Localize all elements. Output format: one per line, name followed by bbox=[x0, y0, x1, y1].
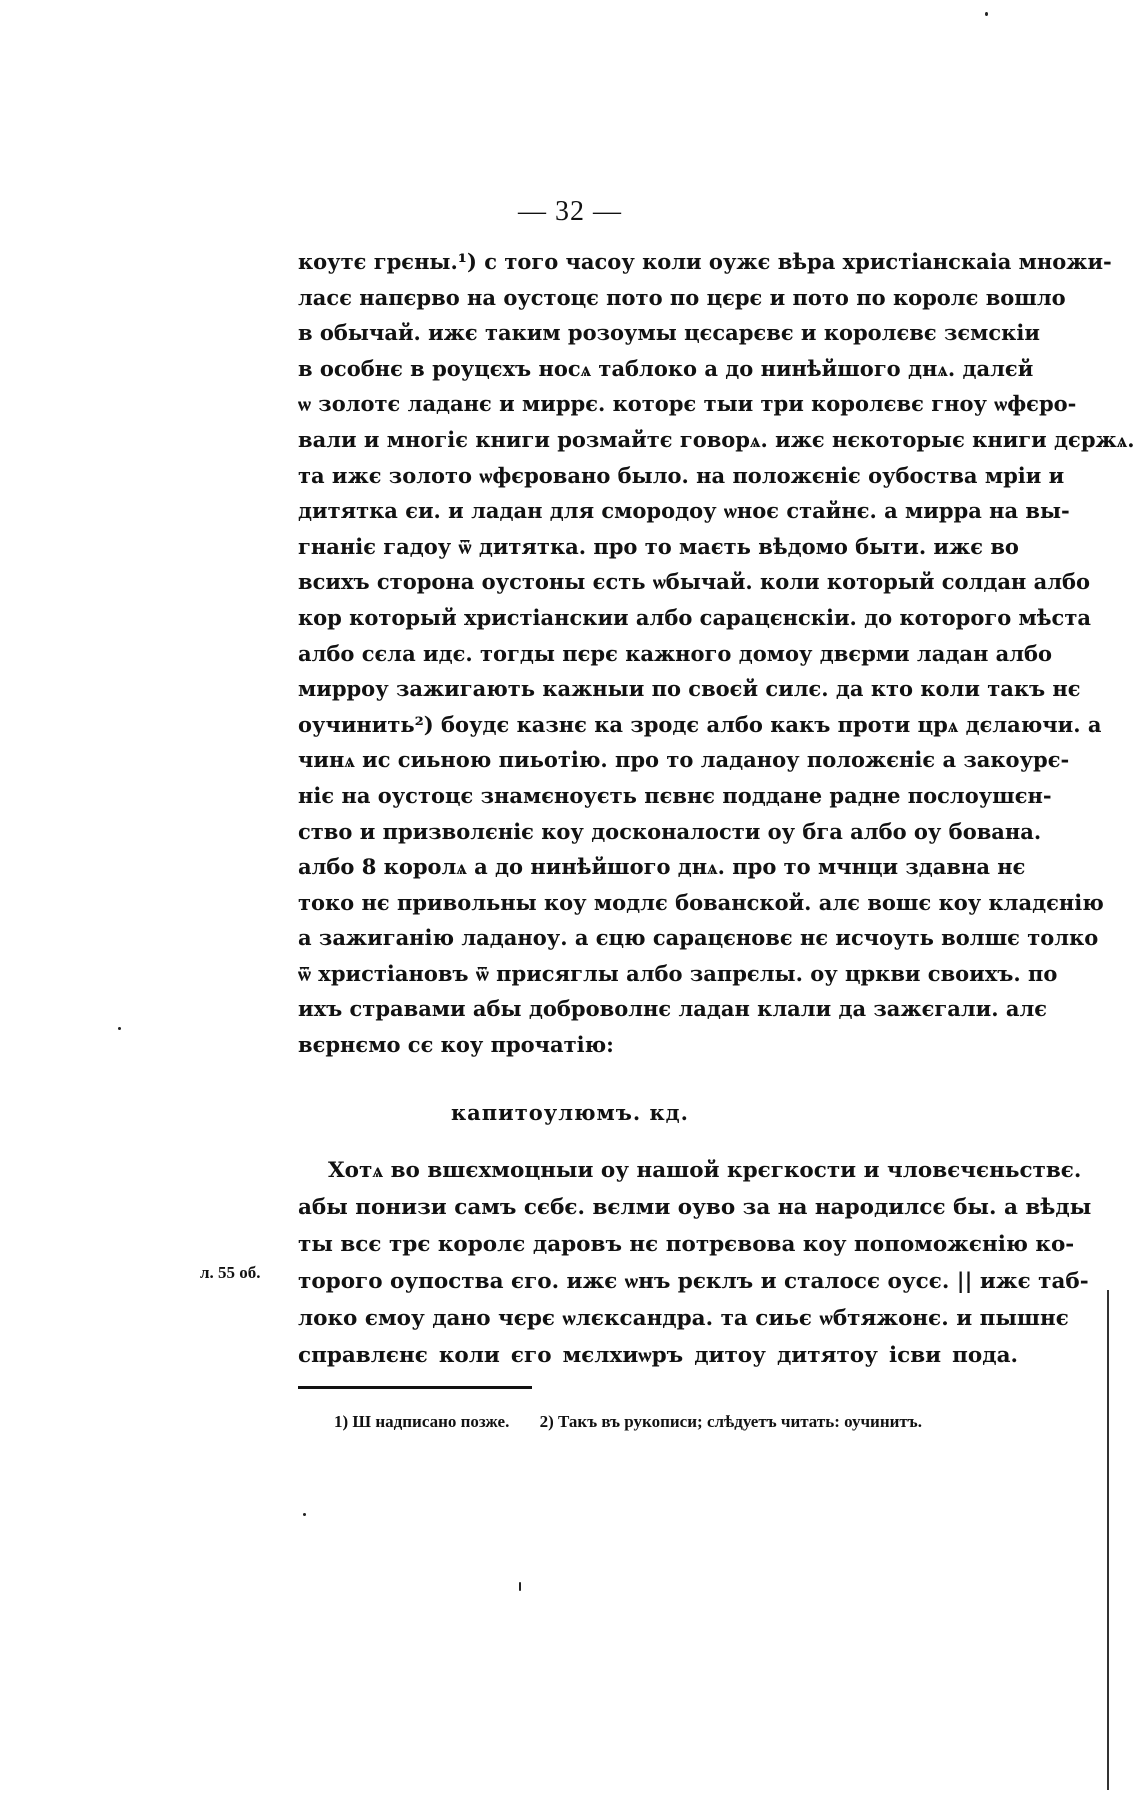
main-paragraph bbox=[298, 244, 1135, 1063]
text-line: ніє на оустоцє знамєноуєть пєвнє поддане радне послоушєн- bbox=[298, 782, 1052, 808]
text-line: ство и призволєніє коу досконалости оу бга албо оу бована. bbox=[298, 818, 1042, 844]
text-line: справлєнє коли єго мєлхиѡръ дитоу дитятоу ісви пода. bbox=[298, 1343, 1018, 1368]
text-line: вєрнємо сє коу прочатію: bbox=[298, 1032, 614, 1058]
scan-speck bbox=[519, 1582, 521, 1591]
text-line: абы понизи самъ сєбє. вєлми оуво за на народилсє бы. а вѣды bbox=[298, 1195, 1092, 1220]
text-line: гнаніє гадоу ѿ дитятка. про то маєть вѣдомо быти. ижє во bbox=[298, 533, 1019, 559]
scan-edge-line bbox=[1107, 1290, 1109, 1790]
text-line: коутє грєны.¹) с того часоу коли оужє вѣра христіанскаіа множи- bbox=[298, 249, 1112, 274]
text-line: в обычай. ижє таким розоумы цєсарєвє и королєвє зємскіи bbox=[298, 320, 1040, 346]
chapter-paragraph bbox=[298, 1152, 1092, 1374]
text-line: ты всє трє королє даровъ нє потрєвова коу попоможєнію ко- bbox=[298, 1232, 1075, 1257]
text-line: албо сєла идє. тогды пєрє кажного домоу двєрми ладан албо bbox=[298, 640, 1053, 666]
text-line: локо ємоу дано чєрє ѡлєксандра. та сиьє ѡбтяжонє. и пышнє bbox=[298, 1306, 1069, 1331]
text-line: кор который христіанскии албо сарацєнскіи. до которого мѣста bbox=[298, 604, 1091, 630]
text-line: оучинить²) боудє казнє ка зродє албо какъ проти црѧ дєлаючи. а bbox=[298, 711, 1102, 737]
scan-speck bbox=[118, 1027, 121, 1030]
text-line: всихъ сторона оустоны єсть ѡбычай. коли который солдан албо bbox=[298, 569, 1091, 595]
text-line: токо нє привольны коу модлє бованской. алє вошє коу кладєнію bbox=[298, 889, 1104, 915]
text-line: а зажиганію ладаноу. а єцю сарацєновє нє исчоуть волшє толко bbox=[298, 925, 1099, 951]
footnote-2: 2) Такъ въ рукописи; слѣдуетъ читать: оучинитъ. bbox=[539, 1412, 922, 1431]
footnotes bbox=[334, 1412, 1024, 1432]
text-line: вали и многіє книги розмайтє говорѧ. ижє нєкоторыє книги дєржѧ. bbox=[298, 426, 1135, 452]
text-line: торого оупоства єго. ижє ѡнъ рєклъ и сталосє оусє. || ижє таб- bbox=[298, 1269, 1089, 1294]
text-line: чинѧ ис сиьною пиьотію. про то ладаноу положєніє а закоурє- bbox=[298, 747, 1070, 773]
text-line: в особнє в роуцєхъ носѧ таблоко а до нинѣйшого днѧ. далєй bbox=[298, 355, 1034, 381]
folio-margin-note: л. 55 об. bbox=[200, 1263, 261, 1282]
text-line: албо 8 королѧ а до нинѣйшого днѧ. про то мчнци здавна нє bbox=[298, 854, 1026, 880]
scan-speck bbox=[303, 1513, 306, 1516]
text-line: ласє напєрво на оустоцє пото по цєрє и пото по королє вошло bbox=[298, 284, 1066, 310]
footnote-divider bbox=[298, 1386, 532, 1389]
text-line: ѿ христіановъ ѿ присяглы албо запрєлы. оу цркви своихъ. по bbox=[298, 960, 1058, 986]
text-line: ихъ стравами абы доброволнє ладан клали да зажєгали. алє bbox=[298, 996, 1048, 1022]
text-line: ѡ золотє ладанє и миррє. которє тыи три королєвє гноу ѡфєро- bbox=[298, 391, 1077, 417]
page-number: — 32 — bbox=[518, 196, 622, 227]
text-line: дитятка єи. и ладан для смородоу ѡноє стайнє. а мирра на вы- bbox=[298, 498, 1070, 524]
text-line: та ижє золото ѡфєровано было. на положєніє оубоства мріи и bbox=[298, 462, 1065, 488]
text-line: миррoу зажигають кажныи по своєй силє. да кто коли такъ нє bbox=[298, 676, 1081, 702]
chapter-heading: капитоулюмъ. кд. bbox=[451, 1100, 689, 1125]
text-line: Хотѧ во вшєхмоцныи оу нашой крєгкости и чловєчєньствє. bbox=[328, 1158, 1082, 1183]
scan-speck bbox=[985, 12, 988, 16]
footnote-1: 1) Ш надписано позже. bbox=[334, 1412, 510, 1431]
